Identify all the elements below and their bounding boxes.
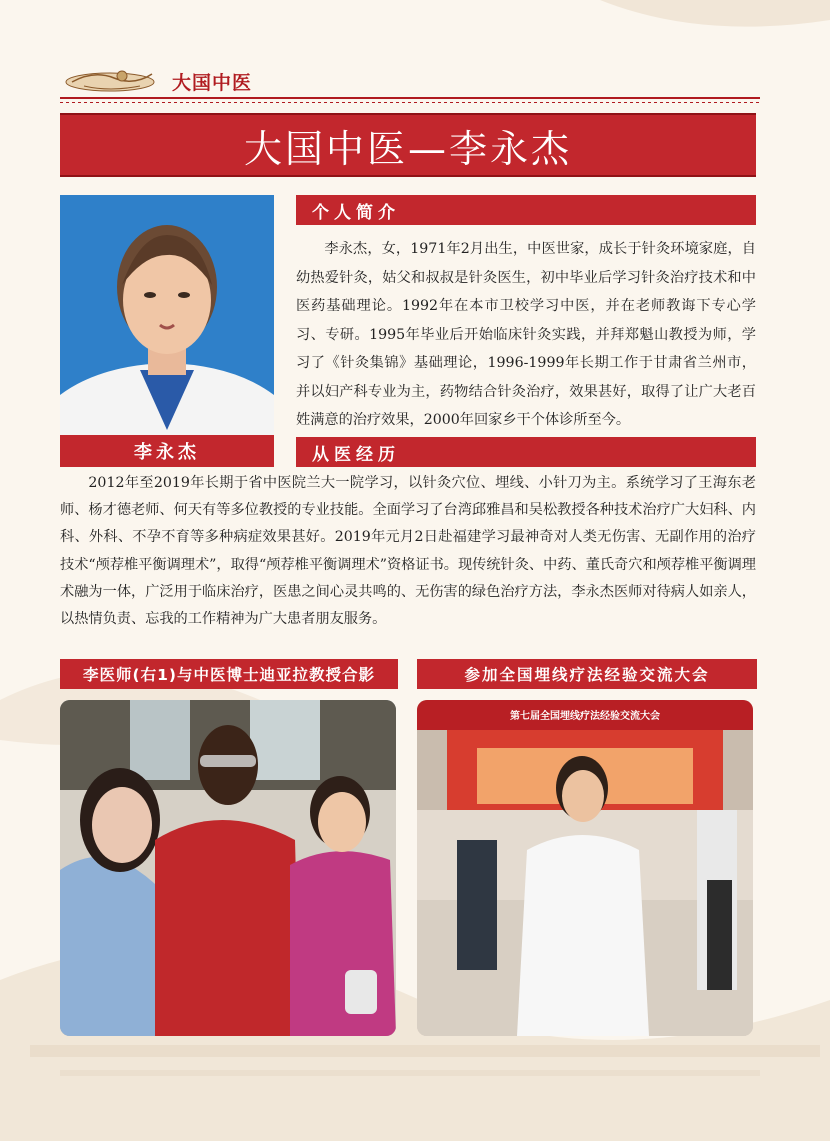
experience-heading: 从医经历: [296, 437, 756, 467]
conference-photo: [417, 700, 753, 1036]
header-logo-strip: [60, 60, 760, 102]
group-photo: [60, 700, 396, 1036]
header-logo-text: 大国中医: [172, 72, 253, 94]
intro-paragraph: 李永杰，女，1971年2月出生，中医世家，成长于针灸环境家庭，自幼热爱针灸，姑父和叔叔是针灸医生，初中毕业后学习针灸治疗技术和中医药基础理论。1992年在本市卫校学习中医，并在老师教诲下专心学习、专研。1995年毕业后开始临床针灸实践，并拜郑魁山教授为师，学习了《针灸集锦》基础理论，1996-1999年长期工作于甘肃省兰州市，并以妇产科专业为主，药物结合针灸治疗，效果甚好，取得了让广大老百姓满意的治疗效果，2000年回家乡干个体诊所至今。: [296, 241, 756, 428]
conference-photo-illustration: [417, 700, 753, 1036]
conference-banner-text: 第七届全国埋线疗法经验交流大会: [510, 711, 660, 722]
right-photo-caption: 参加全国埋线疗法经验交流大会: [417, 659, 757, 689]
experience-paragraph: 2012年至2019年长期于省中医院兰大一院学习，以针灸穴位、埋线、小针刀为主。系统学习了王海东老师、杨才德老师、何天有等多位教授的专业技能。全面学习了台湾邱雅昌和吴松教授各种技术治疗广大妇科、内科、外科、不孕不育等多种病症效果甚好。2019年元月2日赴福建学习最神奇对人类无伤害、无副作用的治疗技术“颅荐椎平衡调理术”，取得“颅荐椎平衡调理术”资格证书。现传统针灸、中药、董氏奇穴和颅荐椎平衡调理术融为一体，广泛用于临床治疗，医患之间心灵共鸣的、无伤害的绿色治疗方法，李永杰医师对待病人如亲人，以热情负责、忘我的工作精神为广大患者朋友服务。: [60, 475, 756, 628]
portrait-illustration: [60, 195, 274, 435]
scroll-logo-icon: [64, 64, 156, 94]
intro-heading: 个人简介: [296, 195, 756, 225]
left-photo-caption: 李医师(右1)与中医博士迪亚拉教授合影: [60, 659, 398, 689]
title-banner: [60, 113, 756, 177]
profile-name-bar: 李永杰: [60, 435, 274, 467]
page-title: 大国中医—李永杰: [243, 126, 572, 171]
portrait-photo: [60, 195, 274, 435]
group-photo-illustration: [60, 700, 396, 1036]
header-divider: [60, 97, 760, 103]
